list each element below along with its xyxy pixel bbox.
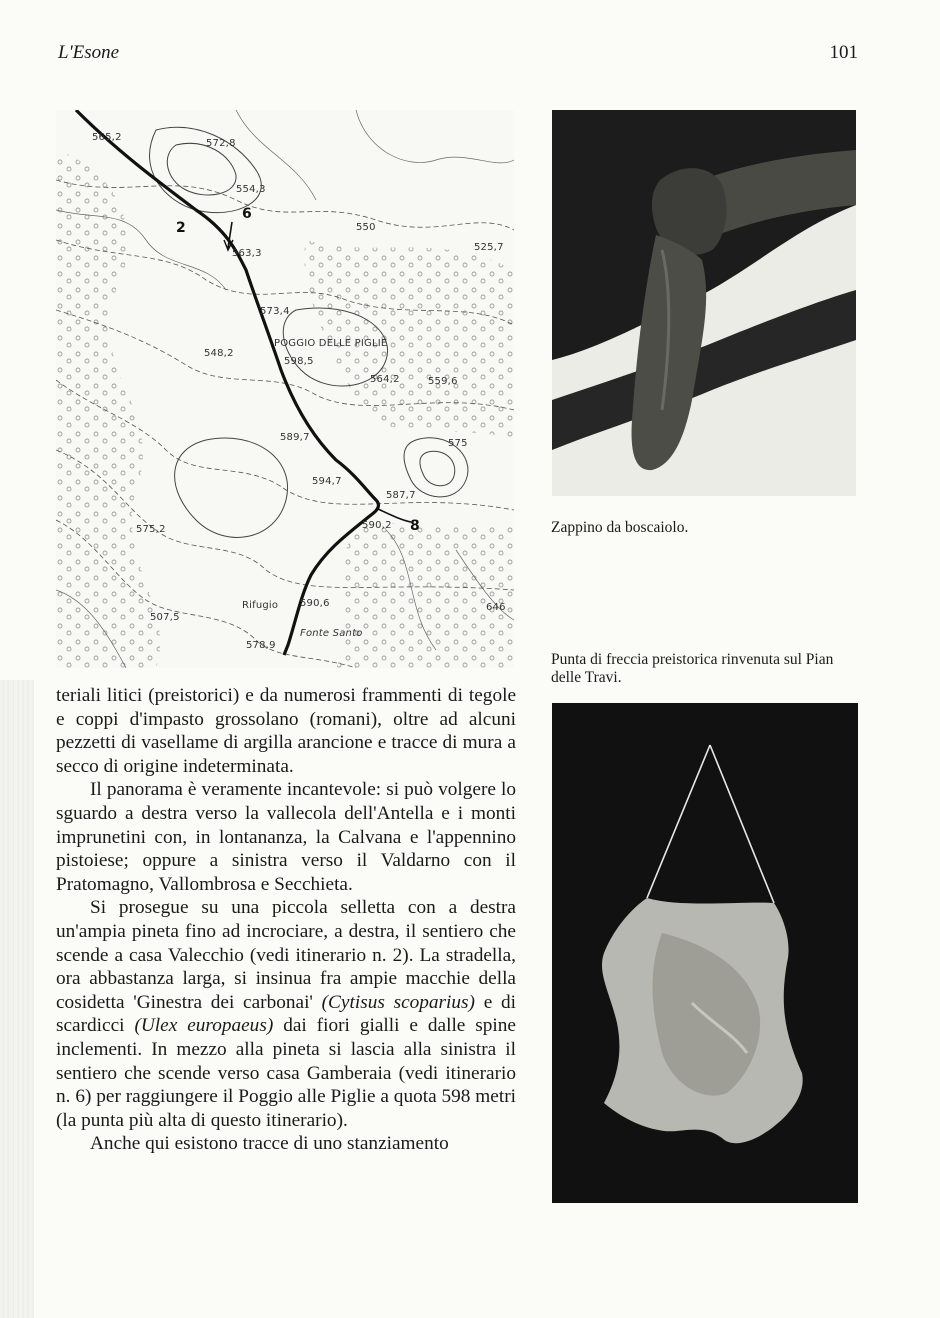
latin-name-cytisus: (Cytisus scoparius) <box>321 991 475 1013</box>
elevation-label: 525,7 <box>474 242 504 253</box>
paragraph-4: Anche qui esistono tracce di uno stanziamento <box>90 1133 449 1155</box>
elevation-label: 575 <box>448 438 468 449</box>
arrowhead-illustration <box>552 703 858 1203</box>
elevation-label: 563,3 <box>232 248 262 259</box>
page-binding-edge <box>0 680 34 1318</box>
map-refuge-label: Rifugio <box>242 600 279 611</box>
topographic-map <box>56 110 514 668</box>
elevation-label: 598,5 <box>284 356 314 367</box>
elevation-label: 564,2 <box>370 374 400 385</box>
paragraph-3: Si prosegue su una piccola selletta con a destra un'ampia pineta fino ad incrociare, a destra, il sentiero che scende a casa Valecchio (vedi itinerario n. 2). La stradella, ora abbastanza larga, si insinua fra ampie macchie della cosidetta 'Ginestra dei carbonai' (Cytisus scoparius) e di scardicci (Ulex europaeus) dai fiori gialli e dalle spine inclementi. In mezzo alla pineta si lascia alla sinistra il sentiero che scende verso casa Gamberaia (vedi itinerario n. 6) per raggiungere il Poggio alle Piglie a quota 598 metri (la punta più alta di questo itinerario). <box>56 897 516 1131</box>
elevation-label: 559,6 <box>428 376 458 387</box>
paragraph-2: Il panorama è veramente incantevole: si può volgere lo sguardo a destra verso la vallecola dell'Antella e i monti imprunetini con, in lontananza, la Calvana e l'appennino pistoiese; oppure a sinistra verso il Valdarno con il Pratomagno, Vallombrosa e Secchieta. <box>56 779 516 895</box>
elevation-label: 572,8 <box>206 138 236 149</box>
elevation-label: 589,7 <box>280 432 310 443</box>
page-number: 101 <box>829 42 858 63</box>
map-spring-label: Fonte Santo <box>300 628 363 639</box>
elevation-label: 578,9 <box>246 640 276 651</box>
photo-axe <box>552 110 856 496</box>
elevation-label: 554,3 <box>236 184 266 195</box>
map-place-label: POGGIO DELLE PIGLIE <box>274 338 388 349</box>
map-marker-6: 6 <box>242 206 252 222</box>
axe-illustration <box>552 110 856 496</box>
elevation-label: 646 <box>486 602 506 613</box>
photo-arrowhead <box>552 703 858 1203</box>
map-contours <box>56 110 514 668</box>
elevation-label: 590,6 <box>300 598 330 609</box>
elevation-label: 507,5 <box>150 612 180 623</box>
paragraph-1: teriali litici (preistorici) e da numerosi frammenti di tegole e coppi d'impasto grossolano (romani), oltre ad alcuni pezzetti di vasellame di argilla arancione e tracce di mura a secco di origine indeterminata. <box>56 685 516 777</box>
running-head: L'Esone <box>58 42 120 63</box>
elevation-label: 575,2 <box>136 524 166 535</box>
caption-arrowhead: Punta di freccia preistorica rinvenuta sul Pian delle Travi. <box>551 651 834 686</box>
elevation-label: 548,2 <box>204 348 234 359</box>
map-marker-2: 2 <box>176 220 186 236</box>
elevation-label: 587,7 <box>386 490 416 501</box>
elevation-label: 594,7 <box>312 476 342 487</box>
elevation-label: 573,4 <box>260 306 290 317</box>
body-text <box>56 684 516 1156</box>
latin-name-ulex: (Ulex europaeus) <box>134 1015 274 1037</box>
map-marker-8: 8 <box>410 518 420 534</box>
elevation-label: 590,2 <box>362 520 392 531</box>
elevation-label: 550 <box>356 222 376 233</box>
elevation-label: 565,2 <box>92 132 122 143</box>
caption-axe: Zappino da boscaiolo. <box>551 519 689 536</box>
